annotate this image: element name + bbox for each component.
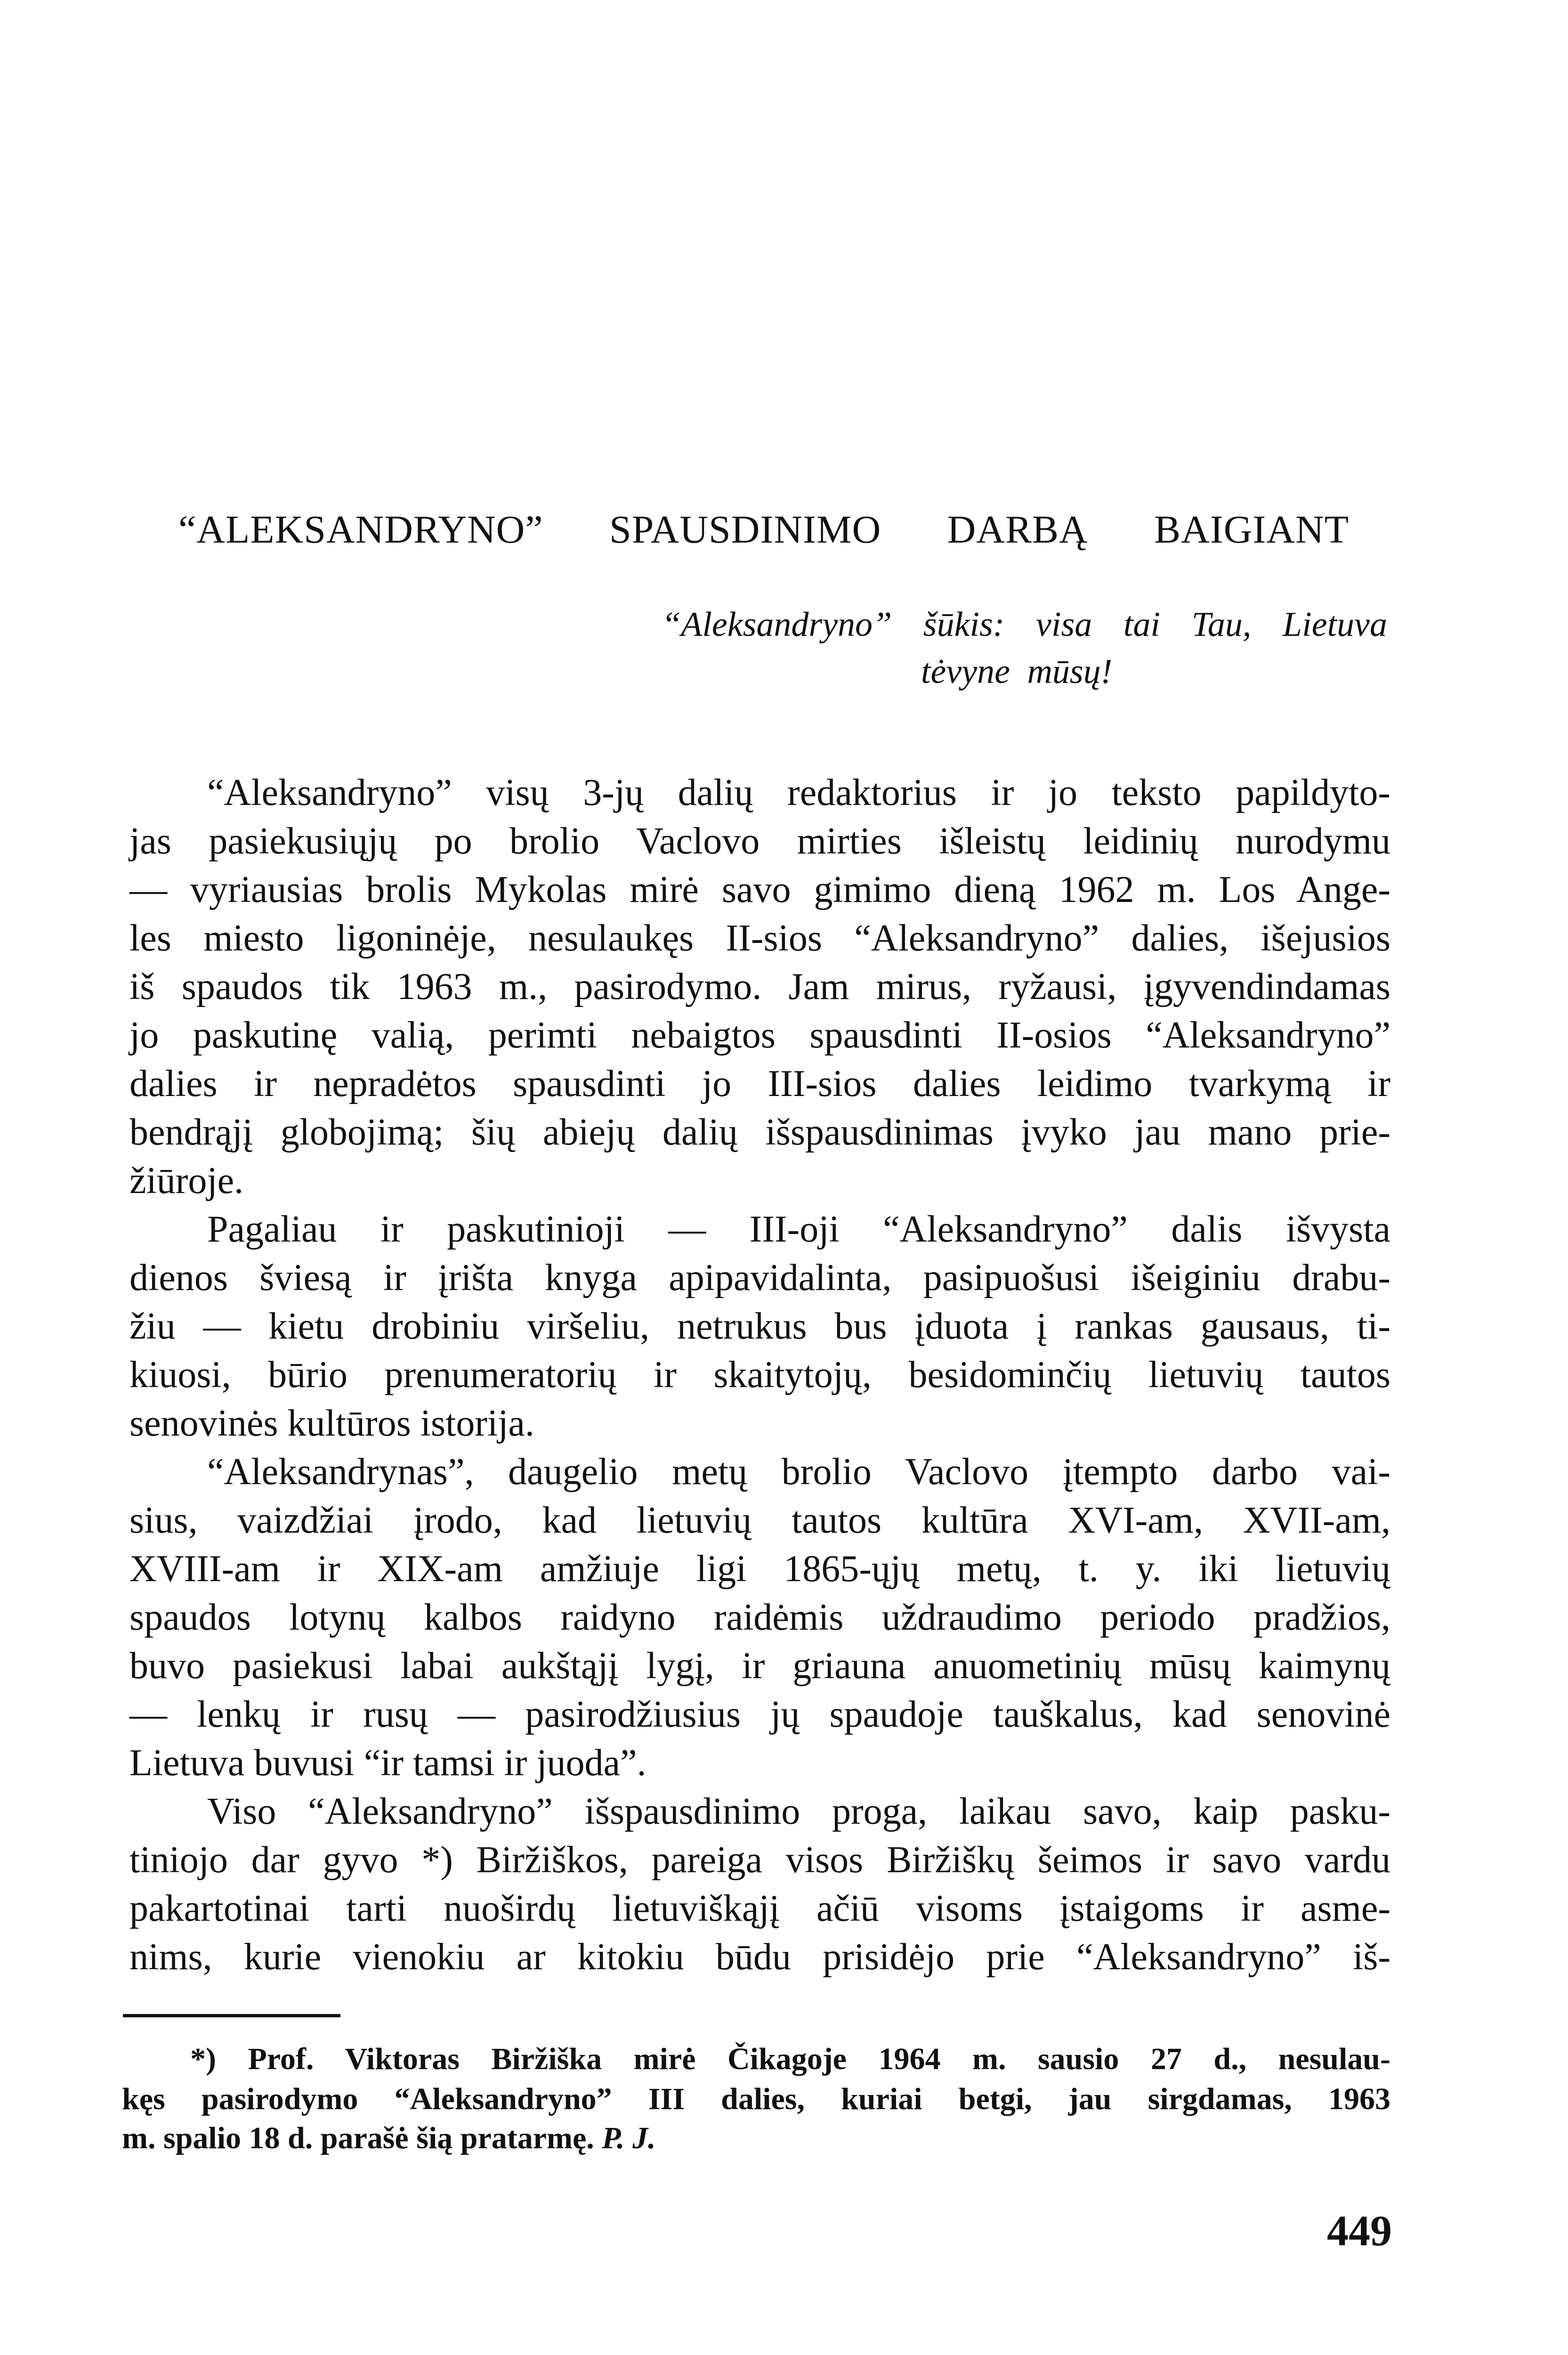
body-line: iš spaudos tik 1963 m., pasirodymo. Jam mirus, ryžausi, įgyvendindamas <box>129 966 1390 1007</box>
body-line: “Aleksandryno” visų 3-jų dalių redaktorius ir jo teksto papildyto- <box>207 772 1390 813</box>
epigraph-line-2: tėvyne mūsų! <box>921 652 1113 691</box>
body-line: senovinės kultūros istorija. <box>129 1403 534 1444</box>
footnote-signature: P. J. <box>602 2121 656 2155</box>
body-line: XVIII-am ir XIX-am amžiuje ligi 1865-ųjų metų, t. y. iki lietuvių <box>129 1548 1390 1590</box>
body-line: les miesto ligoninėje, nesulaukęs II-sios “Aleksandryno” dalies, išejusios <box>129 918 1390 959</box>
body-line: — vyriausias brolis Mykolas mirė savo gimimo dieną 1962 m. Los Ange- <box>129 869 1390 910</box>
body-line: spaudos lotynų kalbos raidyno raidėmis uždraudimo periodo pradžios, <box>129 1597 1390 1638</box>
body-line: “Aleksandrynas”, daugelio metų brolio Vaclovo įtempto darbo vai- <box>207 1451 1390 1493</box>
body-line: žiu — kietu drobiniu viršeliu, netrukus bus įduota į rankas gausaus, ti- <box>129 1306 1390 1347</box>
body-line: Pagaliau ir paskutinioji — III-oji “Aleksandryno” dalis išvysta <box>207 1209 1390 1250</box>
page-number: 449 <box>1327 2207 1392 2255</box>
footnote-rule <box>123 2014 340 2017</box>
footnote-line-3-text: m. spalio 18 d. parašė šią pratarmę. <box>122 2121 594 2155</box>
body-line: kiuosi, būrio prenumeratorių ir skaitytojų, besidominčių lietuvių tautos <box>129 1354 1390 1396</box>
body-line: tiniojo dar gyvo *) Biržiškos, pareiga visos Biržiškų šeimos ir savo vardu <box>129 1839 1390 1881</box>
body-line: buvo pasiekusi labai aukštąjį lygį, ir griauna anuometinių mūsų kaimynų <box>129 1645 1390 1687</box>
body-line: žiūroje. <box>129 1160 244 1202</box>
body-line: — lenkų ir rusų — pasirodžiusius jų spaudoje tauškalus, kad senovinė <box>129 1694 1390 1735</box>
footnote-line-2: kęs pasirodymo “Aleksandryno” III dalies, kuriai betgi, jau sirgdamas, 1963 <box>122 2082 1390 2116</box>
footnote-line-1: *) Prof. Viktoras Biržiška mirė Čikagoje 1964 m. sausio 27 d., nesulau- <box>190 2042 1390 2076</box>
body-line: jo paskutinę valią, perimti nebaigtos spausdinti II-osios “Aleksandryno” <box>129 1015 1390 1056</box>
body-line: pakartotinai tarti nuoširdų lietuviškąjį ačiū visoms įstaigoms ir asme- <box>129 1888 1390 1929</box>
epigraph-line-1: “Aleksandryno” šūkis: visa tai Tau, Lietuva <box>662 605 1387 644</box>
footnote-line-3 <box>122 2123 1390 2154</box>
body-line: jas pasiekusiųjų po brolio Vaclovo mirties išleistų leidinių nurodymu <box>129 820 1390 862</box>
body-line: sius, vaizdžiai įrodo, kad lietuvių tautos kultūra XVI-am, XVII-am, <box>129 1500 1390 1541</box>
body-line: Lietuva buvusi “ir tamsi ir juoda”. <box>129 1742 647 1784</box>
page-title: “ALEKSANDRYNO” SPAUSDINIMO DARBĄ BAIGIANT <box>178 508 1349 552</box>
body-line: bendrąjį globojimą; šių abiejų dalių išspausdinimas įvyko jau mano prie- <box>129 1112 1390 1153</box>
body-line: Viso “Aleksandryno” išspausdinimo proga, laikau savo, kaip pasku- <box>207 1791 1390 1832</box>
body-line: dalies ir nepradėtos spausdinti jo III-sios dalies leidimo tvarkymą ir <box>129 1063 1390 1104</box>
body-line: nims, kurie vienokiu ar kitokiu būdu prisidėjo prie “Aleksandryno” iš- <box>129 1936 1390 1978</box>
body-line: dienos šviesą ir įrišta knyga apipavidalinta, pasipuošusi išeiginiu drabu- <box>129 1257 1390 1299</box>
